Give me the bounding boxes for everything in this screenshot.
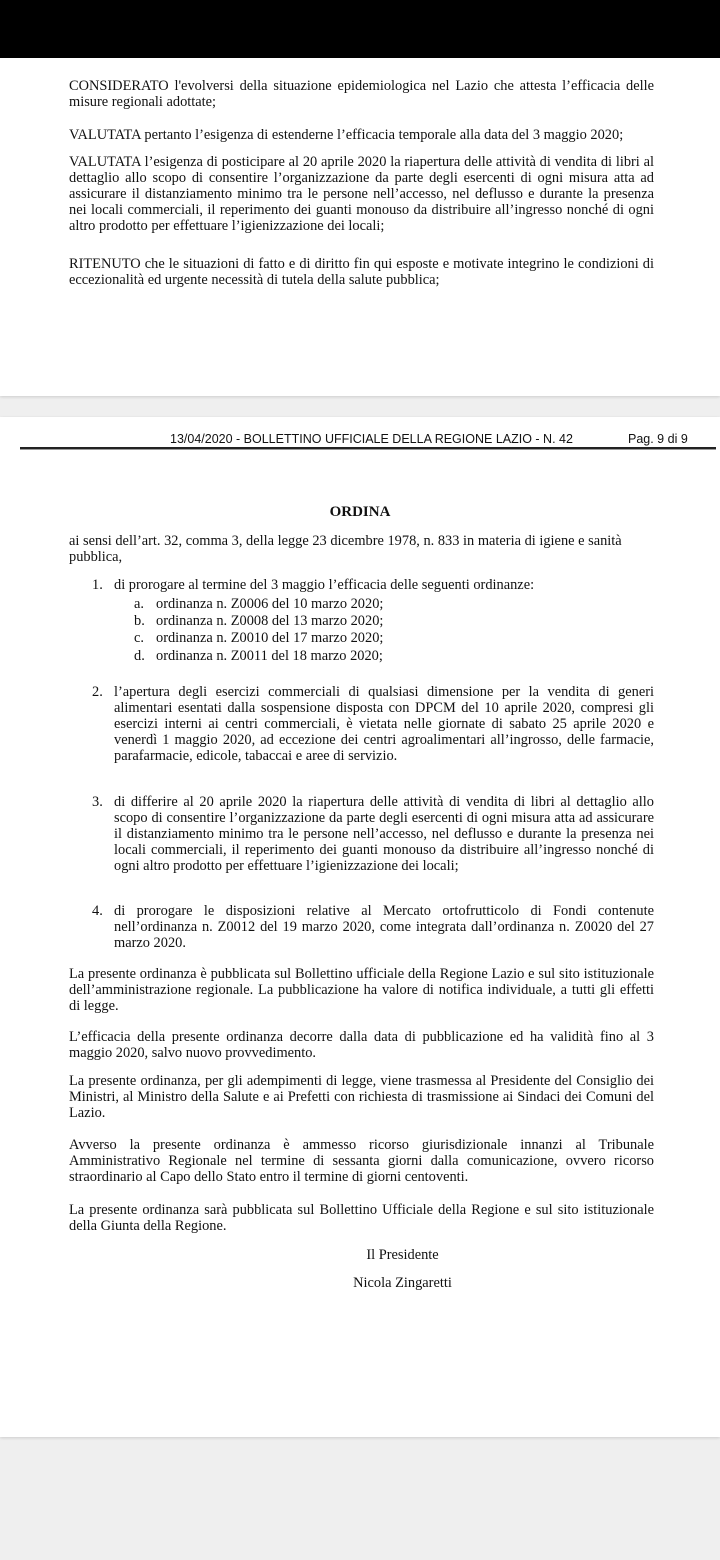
list-item-number: 1. bbox=[92, 577, 103, 593]
sub-item-c: c. ordinanza n. Z0010 del 17 marzo 2020; bbox=[134, 630, 384, 646]
list-item-text: di prorogare al termine del 3 maggio l’efficacia delle seguenti ordinanze: bbox=[114, 577, 535, 593]
signature-title: Il Presidente bbox=[366, 1247, 439, 1263]
closing-paragraph-1: La presente ordinanza è pubblicata sul Bollettino ufficiale della Regione Lazio e sul sito istituzionale dell’amministrazione regionale. La pubblicazione ha valore di notifica individuale, a tutti gli effetti di legge. bbox=[69, 966, 654, 1014]
considerato-paragraph: CONSIDERATO l'evolversi della situazione epidemiologica nel Lazio che attesta l’efficacia delle misure regionali adottate; bbox=[69, 78, 654, 110]
closing-paragraph-5: La presente ordinanza sarà pubblicata sul Bollettino Ufficiale della Regione e sul sito istituzionale della Giunta della Regione. bbox=[69, 1202, 654, 1234]
sub-item-a: a. ordinanza n. Z0006 del 10 marzo 2020; bbox=[134, 596, 384, 612]
closing-paragraph-3: La presente ordinanza, per gli adempimenti di legge, viene trasmessa al Presidente del Consiglio dei Ministri, al Ministro della Salute e ai Prefetti con richiesta di trasmissione ai Sindaci dei Comuni del Lazio. bbox=[69, 1073, 654, 1121]
list-item-number: 3. bbox=[92, 794, 103, 810]
sub-item-d: d. ordinanza n. Z0011 del 18 marzo 2020; bbox=[134, 648, 383, 664]
signature-name: Nicola Zingaretti bbox=[353, 1275, 452, 1291]
valutata-paragraph-1: VALUTATA pertanto l’esigenza di estenderne l’efficacia temporale alla data del 3 maggio 2020; bbox=[69, 127, 624, 143]
header-divider bbox=[20, 447, 716, 450]
list-item-number: 4. bbox=[92, 903, 103, 919]
ritenuto-paragraph: RITENUTO che le situazioni di fatto e di diritto fin qui esposte e motivate integrino le condizioni di eccezionalità ed urgente necessità di tutela della salute pubblica; bbox=[69, 256, 654, 288]
list-item-number: 2. bbox=[92, 684, 103, 700]
document-page-9 bbox=[0, 417, 720, 1437]
list-item-1 bbox=[92, 577, 654, 595]
closing-paragraph-2: L’efficacia della presente ordinanza decorre dalla data di pubblicazione ed ha validità fino al 3 maggio 2020, salvo nuovo provvedimento. bbox=[69, 1029, 654, 1061]
list-item-3 bbox=[92, 794, 654, 884]
list-item-2 bbox=[92, 684, 654, 774]
status-bar bbox=[0, 0, 720, 58]
document-page-8 bbox=[0, 58, 720, 396]
sub-item-b: b. ordinanza n. Z0008 del 13 marzo 2020; bbox=[134, 613, 384, 629]
page-number: Pag. 9 di 9 bbox=[628, 432, 688, 446]
list-item-text: l’apertura degli esercizi commerciali di qualsiasi dimensione per la vendita di generi alimentari esentati dalla sospensione disposta con DPCM del 10 aprile 2020, compresi gli esercizi interni ai centri commerciali, è vietata nelle giornate di sabato 25 aprile 2020 e venerdì 1 maggio 2020, ad eccezione dei centri agroalimentari all’ingrosso, delle farmacie, parafarmacie, edicole, tabaccai e aree di servizio. bbox=[114, 684, 654, 764]
valutata-paragraph-2: VALUTATA l’esigenza di posticipare al 20 aprile 2020 la riapertura delle attività di vendita di libri al dettaglio allo scopo di consentire l’organizzazione da parte degli esercenti di ogni misura atta ad assicurare il distanziamento minimo tra le persone nell’accesso, nel deflusso e durante la presenza nei locali commerciali, il reperimento dei guanti monouso da distribuire all’ingresso nonché di ogni altro prodotto per effettuare l’igienizzazione dei locali; bbox=[69, 154, 654, 234]
list-item-4 bbox=[92, 903, 654, 957]
closing-paragraph-4: Avverso la presente ordinanza è ammesso ricorso giurisdizionale innanzi al Tribunale Amministrativo Regionale nel termine di sessanta giorni dalla comunicazione, ovvero ricorso straordinario al Capo dello Stato entro il termine di giorni centoventi. bbox=[69, 1137, 654, 1185]
ordina-heading: ORDINA bbox=[329, 504, 391, 520]
intro-paragraph: ai sensi dell’art. 32, comma 3, della legge 23 dicembre 1978, n. 833 in materia di igiene e sanità pubblica, bbox=[69, 533, 622, 565]
list-item-text: di prorogare le disposizioni relative al Mercato ortofrutticolo di Fondi contenute nell’ordinanza n. Z0012 del 19 marzo 2020, come integrata dall’ordinanza n. Z0020 del 27 marzo 2020. bbox=[114, 903, 654, 951]
bulletin-header: 13/04/2020 - BOLLETTINO UFFICIALE DELLA REGIONE LAZIO - N. 42 bbox=[170, 432, 573, 446]
list-item-text: di differire al 20 aprile 2020 la riapertura delle attività di vendita di libri al dettaglio allo scopo di consentire l’organizzazione da parte degli esercenti di ogni misura atta ad assicurare il distanziamento minimo tra le persone nell’accesso, nel deflusso e durante la presenza nei locali commerciali, il reperimento dei guanti monouso da distribuire all’ingresso nonché di ogni altro prodotto per effettuare l’igienizzazione dei locali; bbox=[114, 794, 654, 874]
